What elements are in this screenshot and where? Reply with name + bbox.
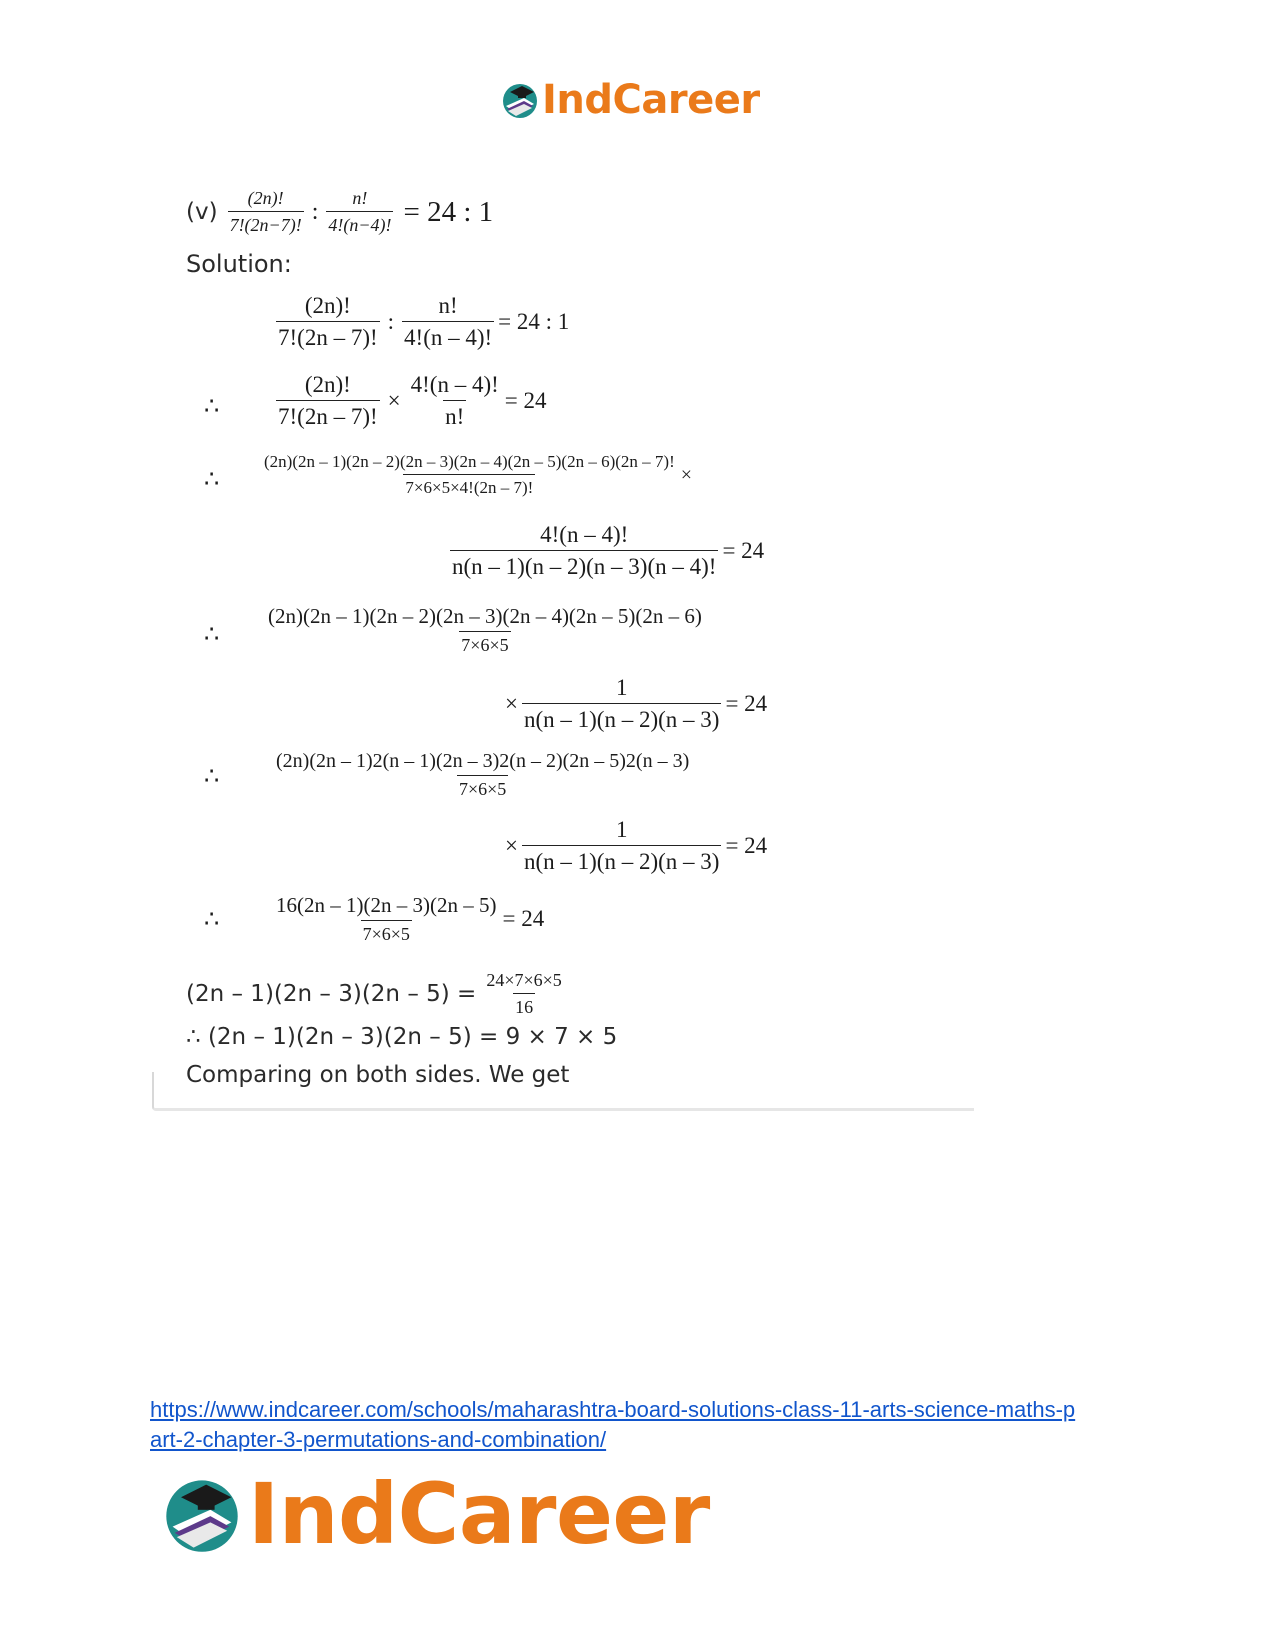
fraction-numerator: (2n)! [247, 188, 284, 208]
fraction-numerator: (2n)! [304, 293, 351, 318]
logo-wordmark: IndCareer [248, 1465, 710, 1563]
therefore-symbol: ∴ [204, 467, 220, 493]
step-fraction [274, 750, 691, 800]
step-fraction [402, 293, 494, 351]
logo-wordmark: IndCareer [542, 77, 760, 123]
fraction-denominator: 7×6×5 [361, 920, 412, 945]
step-result: = 24 [725, 833, 768, 858]
operator: × [680, 463, 693, 486]
therefore-symbol: ∴ [204, 764, 220, 790]
source-url-link[interactable] [150, 1395, 1150, 1455]
fraction-numerator: (2n)(2n – 1)(2n – 2)(2n – 3)(2n – 4)(2n – 5)(2n – 6) [268, 604, 702, 628]
fraction-denominator: n! [443, 400, 466, 430]
question-label: (v) [186, 199, 218, 225]
fraction-denominator: n(n – 1)(n – 2)(n – 3) [522, 703, 721, 733]
fraction-numerator: n! [438, 293, 458, 318]
fraction-numerator: (2n)! [304, 372, 351, 397]
operator: × [387, 388, 401, 413]
step-5 [270, 750, 695, 800]
solution-heading: Solution: [186, 250, 292, 278]
step-2 [272, 372, 547, 430]
fraction-numerator: n! [352, 188, 368, 208]
step-3-continued [446, 522, 764, 580]
equation-line-2: ∴ (2n – 1)(2n – 3)(2n – 5) = 9 × 7 × 5 [186, 1024, 618, 1050]
fraction-denominator: 4!(n−4)! [326, 211, 393, 236]
step-result: = 24 [725, 691, 768, 716]
therefore-symbol: ∴ [204, 907, 220, 933]
step-5-continued [505, 817, 767, 875]
step-fraction [522, 817, 721, 875]
fraction-denominator: 7!(2n−7)! [228, 211, 304, 236]
operator: × [505, 691, 518, 716]
fraction-denominator: 16 [513, 993, 535, 1018]
fraction-denominator: 4!(n – 4)! [402, 321, 494, 351]
question-fraction-left [228, 188, 304, 236]
step-fraction [409, 372, 501, 430]
step-result: = 24 [502, 906, 545, 931]
step-4 [262, 604, 708, 656]
operator: × [505, 833, 518, 858]
graduation-cap-books-icon [160, 1472, 244, 1556]
fraction-denominator: 7×6×5 [457, 775, 508, 800]
equation-line-1 [186, 970, 568, 1018]
operator: : [387, 309, 395, 334]
therefore-symbol: ∴ [204, 622, 220, 648]
step-fraction [276, 293, 380, 351]
step-fraction [266, 604, 704, 656]
graduation-cap-books-icon [500, 80, 540, 120]
step-6 [270, 893, 544, 945]
fraction-denominator: n(n – 1)(n – 2)(n – 3)(n – 4)! [450, 550, 718, 580]
step-fraction [274, 893, 498, 945]
fraction-denominator: 7!(2n – 7)! [276, 400, 380, 430]
step-fraction [262, 452, 677, 498]
question-fraction-right [326, 188, 393, 236]
step-1 [272, 293, 569, 351]
comparing-text: Comparing on both sides. We get [186, 1062, 570, 1088]
source-url-line-1[interactable]: https://www.indcareer.com/schools/maharashtra-board-solutions-class-11-arts-science-maths-p [150, 1397, 1076, 1422]
question-line [186, 188, 493, 236]
fraction-numerator: 4!(n – 4)! [540, 522, 629, 547]
fraction-numerator: 1 [615, 817, 628, 842]
step-fraction [276, 372, 380, 430]
step-3 [258, 452, 692, 498]
fraction-numerator: 1 [615, 675, 628, 700]
step-4-continued [505, 675, 767, 733]
step-result: = 24 [504, 388, 547, 413]
question-result: = 24 : 1 [403, 195, 494, 228]
equation-fraction [484, 970, 563, 1018]
step-result: = 24 : 1 [498, 309, 570, 334]
fraction-denominator: 7×6×5×4!(2n – 7)! [403, 474, 535, 498]
fraction-numerator: 16(2n – 1)(2n – 3)(2n – 5) [276, 893, 497, 917]
step-fraction [450, 522, 718, 580]
fraction-numerator: (2n)(2n – 1)(2n – 2)(2n – 3)(2n – 4)(2n – 5)(2n – 6)(2n – 7)! [264, 452, 675, 471]
fraction-denominator: 7×6×5 [459, 631, 510, 656]
equation-lhs: (2n – 1)(2n – 3)(2n – 5) = [186, 981, 477, 1007]
fraction-denominator: 7!(2n – 7)! [276, 321, 380, 351]
indcareer-logo-top[interactable] [500, 77, 760, 123]
step-fraction [522, 675, 721, 733]
fraction-numerator: 4!(n – 4)! [410, 372, 499, 397]
therefore-symbol: ∴ [204, 394, 220, 420]
step-result: = 24 [722, 538, 765, 563]
fraction-numerator: (2n)(2n – 1)2(n – 1)(2n – 3)2(n – 2)(2n – 5)2(n – 3) [276, 750, 690, 772]
fraction-numerator: 24×7×6×5 [486, 970, 562, 990]
source-url-line-2[interactable]: art-2-chapter-3-permutations-and-combination/ [150, 1427, 607, 1452]
fraction-denominator: n(n – 1)(n – 2)(n – 3) [522, 845, 721, 875]
ratio-colon: : [311, 198, 319, 225]
indcareer-logo-bottom[interactable] [160, 1465, 710, 1563]
